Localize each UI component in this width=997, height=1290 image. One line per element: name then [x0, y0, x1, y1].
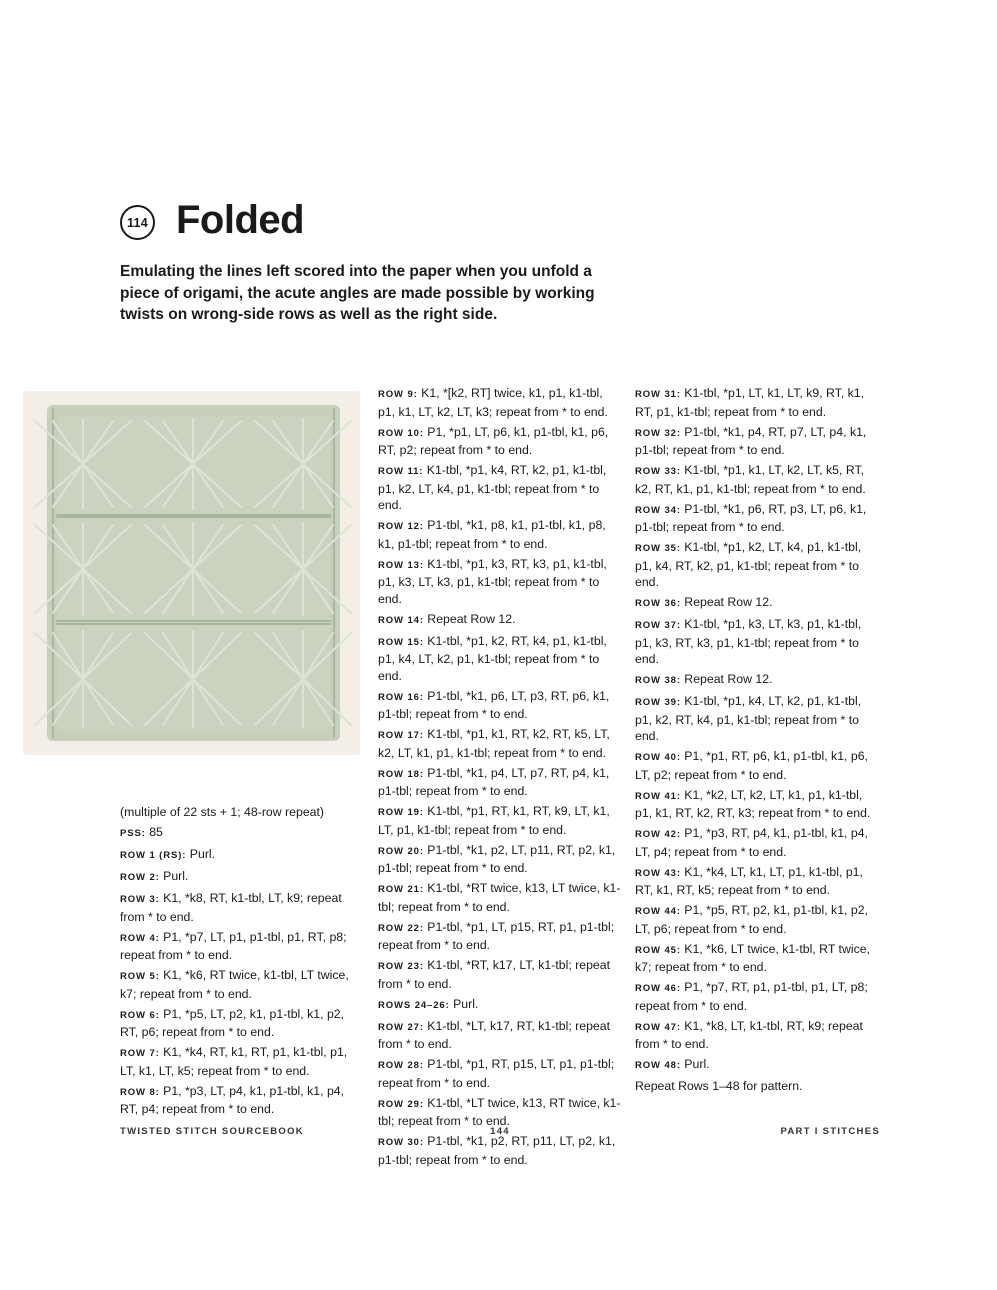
footer-book-title: TWISTED STITCH SOURCEBOOK	[120, 1126, 304, 1137]
row-label: ROW 45:	[635, 944, 681, 956]
row-text: K1-tbl, *p1, k1, RT, k2, RT, k5, LT, k2, LT, k1, p1, k1-tbl; repeat from * to end.	[378, 727, 610, 760]
row-label: ROW 14:	[378, 614, 424, 626]
instruction-row	[635, 864, 880, 899]
instruction-row	[378, 556, 623, 608]
instruction-row	[635, 594, 880, 613]
instruction-row	[635, 671, 880, 690]
row-label: ROW 28:	[378, 1060, 424, 1071]
row-text: K1-tbl, *RT twice, k13, LT twice, k1-tbl; repeat from * to end.	[378, 881, 621, 914]
instructions-column-3	[635, 385, 880, 1098]
row-label: ROW 11:	[378, 466, 424, 477]
row-text: P1, *p3, LT, p4, k1, p1-tbl, k1, p4, RT, p4; repeat from * to end.	[120, 1083, 345, 1116]
instruction-row	[635, 787, 880, 822]
row-label: ROW 36:	[635, 598, 681, 609]
row-text: P1-tbl, *k1, p8, k1, p1-tbl, k1, p8, k1, p1-tbl; repeat from * to end.	[378, 518, 606, 551]
row-label: ROW 9:	[378, 389, 418, 400]
row-text: K1, *k4, LT, k1, LT, p1, k1-tbl, p1, RT, k1, RT, k5; repeat from * to end.	[635, 864, 863, 897]
instruction-row	[378, 688, 623, 723]
page-title: Folded	[176, 198, 305, 242]
instruction-row	[635, 748, 880, 783]
footer-section: PART I STITCHES	[780, 1126, 880, 1137]
footer-page-number: 144	[490, 1126, 510, 1137]
row-label: ROW 35:	[635, 543, 681, 554]
instruction-row	[378, 803, 623, 838]
instruction-row	[120, 868, 360, 887]
instructions-column-1	[120, 804, 360, 1121]
instruction-row	[120, 1044, 360, 1079]
instruction-row	[120, 1083, 360, 1118]
row-label: ROW 13:	[378, 559, 424, 571]
row-label: ROW 22:	[378, 922, 424, 934]
instruction-row	[378, 633, 623, 685]
row-label: ROW 6:	[120, 1009, 160, 1021]
instruction-row	[378, 1018, 623, 1053]
instruction-row	[635, 979, 880, 1014]
row-text: K1-tbl, *p1, k3, RT, k3, p1, k1-tbl, p1, k3, LT, k3, p1, k1-tbl; repeat from * to end.	[378, 556, 607, 606]
instruction-row	[635, 462, 880, 497]
row-text: P1-tbl, *k1, p6, RT, p3, LT, p6, k1, p1-tbl; repeat from * to end.	[635, 501, 867, 534]
instruction-row	[378, 957, 623, 992]
row-text: K1-tbl, *p1, k2, LT, k4, p1, k1-tbl, p1, k4, RT, k2, p1, k1-tbl; repeat from * to end.	[635, 540, 862, 589]
row-text: K1-tbl, *p1, k4, RT, k2, p1, k1-tbl, p1, k2, LT, k4, p1, k1-tbl; repeat from * to end.	[378, 463, 607, 512]
row-text: Repeat Row 12.	[680, 672, 773, 686]
intro-paragraph: Emulating the lines left scored into the paper when you unfold a piece of origami, the acute angles are made possible by working twists on wrong-side rows as well as the right side.	[120, 263, 595, 323]
row-label: ROW 27:	[378, 1021, 424, 1033]
row-text: K1-tbl, *LT, k17, RT, k1-tbl; repeat from * to end.	[378, 1018, 611, 1051]
instruction-row	[635, 385, 880, 420]
instruction-row	[378, 842, 623, 877]
row-text: Purl.	[159, 869, 189, 883]
row-text: K1-tbl, *p1, k3, LT, k3, p1, k1-tbl, p1, k3, RT, k3, p1, k1-tbl; repeat from * to end.	[635, 617, 862, 666]
row-label: ROW 39:	[635, 697, 681, 708]
row-label: ROW 37:	[635, 620, 681, 631]
swatch-photo	[23, 391, 360, 755]
row-text: Purl.	[186, 847, 216, 861]
instruction-row	[120, 890, 360, 925]
row-label: ROW 47:	[635, 1021, 681, 1033]
row-label: ROW 40:	[635, 752, 681, 763]
knitted-swatch-illustration	[23, 391, 360, 755]
row-label: ROW 18:	[378, 768, 424, 780]
row-text: Repeat Row 12.	[423, 611, 516, 626]
row-label: ROW 32:	[635, 427, 681, 439]
instruction-row	[378, 765, 623, 800]
row-text: K1-tbl, *p1, LT, k1, LT, k9, RT, k1, RT, p1, k1-tbl; repeat from * to end.	[635, 386, 865, 419]
instruction-row	[378, 919, 623, 954]
row-label: ROW 20:	[378, 845, 424, 857]
row-text: K1-tbl, *p1, k4, LT, k2, p1, k1-tbl, p1, k2, RT, k4, p1, k1-tbl; repeat from * to end.	[635, 694, 862, 743]
row-text: P1, *p7, LT, p1, p1-tbl, p1, RT, p8; repeat from * to end.	[120, 929, 347, 962]
row-label: PSS:	[120, 828, 146, 839]
instruction-row	[635, 825, 880, 860]
row-label: ROW 44:	[635, 906, 681, 917]
instruction-row	[635, 902, 880, 937]
row-text: K1, *k8, LT, k1-tbl, RT, k9; repeat from * to end.	[635, 1018, 863, 1051]
row-label: ROW 7:	[120, 1048, 160, 1059]
row-label: ROW 23:	[378, 961, 424, 972]
row-label: ROW 31:	[635, 389, 681, 400]
row-label: ROW 41:	[635, 790, 681, 802]
row-label: ROW 1 (RS):	[120, 850, 187, 861]
row-text: K1, *k8, RT, k1-tbl, LT, k9; repeat from * to end.	[120, 891, 342, 924]
row-text: Purl.	[680, 1057, 710, 1071]
row-text: P1, *p7, RT, p1, p1-tbl, p1, LT, p8; repeat from * to end.	[635, 980, 868, 1013]
instruction-row	[378, 424, 623, 459]
instruction-row	[378, 611, 623, 630]
row-text: P1-tbl, *p1, LT, p15, RT, p1, p1-tbl; repeat from * to end.	[378, 919, 615, 952]
row-label: ROW 10:	[378, 427, 424, 439]
instruction-row	[635, 424, 880, 459]
instruction-row	[378, 1133, 623, 1168]
row-label: ROW 42:	[635, 829, 681, 840]
instruction-row	[635, 501, 880, 536]
row-label: ROW 48:	[635, 1060, 681, 1071]
row-label: ROW 2:	[120, 872, 160, 883]
row-text: P1-tbl, *k1, p4, RT, p7, LT, p4, k1, p1-tbl; repeat from * to end.	[635, 424, 867, 457]
row-text: K1, *[k2, RT] twice, k1, p1, k1-tbl, p1, k1, LT, k2, LT, k3; repeat from * to end.	[378, 386, 608, 419]
row-text: Repeat Row 12.	[680, 595, 773, 609]
row-label: ROW 21:	[378, 884, 424, 895]
instruction-row	[635, 1056, 880, 1075]
row-text: Purl.	[449, 996, 479, 1011]
pattern-number-badge	[120, 205, 155, 240]
row-label: ROW 3:	[120, 894, 160, 905]
row-text: P1, *p3, RT, p4, k1, p1-tbl, k1, p4, LT, p4; repeat from * to end.	[635, 826, 868, 859]
row-label: ROW 8:	[120, 1086, 160, 1098]
row-text: P1, *p5, LT, p2, k1, p1-tbl, k1, p2, RT, p6; repeat from * to end.	[120, 1006, 345, 1039]
instruction-row	[378, 1095, 623, 1130]
row-label: ROW 30:	[378, 1137, 424, 1148]
row-text: (multiple of 22 sts + 1; 48-row repeat)	[120, 805, 325, 819]
instruction-row	[120, 804, 360, 821]
instruction-row	[635, 616, 880, 668]
row-text: P1-tbl, *k1, p2, LT, p11, RT, p2, k1, p1-tbl; repeat from * to end.	[378, 842, 616, 875]
instruction-row	[120, 824, 360, 843]
instruction-row	[120, 967, 360, 1002]
row-text: P1-tbl, *k1, p6, LT, p3, RT, p6, k1, p1-tbl; repeat from * to end.	[378, 688, 610, 721]
instruction-row	[635, 1018, 880, 1053]
row-label: ROW 29:	[378, 1098, 424, 1110]
row-text: P1-tbl, *k1, p4, LT, p7, RT, p4, k1, p1-tbl; repeat from * to end.	[378, 765, 610, 798]
row-label: ROW 5:	[120, 971, 160, 982]
row-text: K1, *k4, RT, k1, RT, p1, k1-tbl, p1, LT, k1, LT, k5; repeat from * to end.	[120, 1045, 348, 1078]
row-label: ROWS 24–26:	[378, 999, 450, 1011]
row-label: ROW 15:	[378, 636, 424, 648]
instruction-row	[635, 941, 880, 976]
row-label: ROW 4:	[120, 932, 160, 944]
row-label: ROW 12:	[378, 521, 424, 532]
instruction-row	[120, 929, 360, 964]
instructions-column-2	[378, 385, 623, 1172]
instruction-row	[378, 996, 623, 1015]
instruction-row	[378, 517, 623, 552]
instruction-row	[635, 539, 880, 591]
row-label: ROW 17:	[378, 730, 424, 741]
row-text: P1, *p1, LT, p6, k1, p1-tbl, k1, p6, RT, p2; repeat from * to end.	[378, 424, 609, 457]
row-text: K1, *k2, LT, k2, LT, k1, p1, k1-tbl, p1, k1, RT, k2, RT, k3; repeat from * to end.	[635, 787, 871, 820]
pattern-number: 114	[126, 215, 149, 230]
row-label: ROW 43:	[635, 867, 681, 879]
row-text: P1-tbl, *p1, RT, p15, LT, p1, p1-tbl; repeat from * to end.	[378, 1057, 615, 1090]
row-text: K1, *k6, LT twice, k1-tbl, RT twice, k7; repeat from * to end.	[635, 941, 870, 974]
row-text: K1-tbl, *LT twice, k13, RT twice, k1-tbl; repeat from * to end.	[378, 1095, 621, 1128]
instruction-row	[378, 726, 623, 761]
row-label: ROW 33:	[635, 466, 681, 477]
instruction-row	[378, 385, 623, 420]
row-text: P1-tbl, *k1, p2, RT, p11, LT, p2, k1, p1-tbl; repeat from * to end.	[378, 1134, 616, 1167]
row-text: P1, *p5, RT, p2, k1, p1-tbl, k1, p2, LT, p6; repeat from * to end.	[635, 903, 868, 936]
row-text: K1-tbl, *RT, k17, LT, k1-tbl; repeat from * to end.	[378, 958, 611, 991]
row-text: K1, *k6, RT twice, k1-tbl, LT twice, k7; repeat from * to end.	[120, 968, 349, 1001]
instruction-row	[635, 1078, 880, 1095]
row-label: ROW 38:	[635, 675, 681, 686]
instruction-row	[378, 1056, 623, 1091]
instruction-row	[378, 462, 623, 514]
instruction-row	[120, 846, 360, 865]
row-text: Repeat Rows 1–48 for pattern.	[635, 1079, 803, 1093]
row-text: P1, *p1, RT, p6, k1, p1-tbl, k1, p6, LT, p2; repeat from * to end.	[635, 749, 868, 782]
row-label: ROW 34:	[635, 504, 681, 516]
instruction-row	[120, 1006, 360, 1041]
row-label: ROW 46:	[635, 983, 681, 994]
instruction-row	[635, 693, 880, 745]
row-label: ROW 16:	[378, 691, 424, 703]
row-text: K1-tbl, *p1, k2, RT, k4, p1, k1-tbl, p1, k4, LT, k2, p1, k1-tbl; repeat from * to end.	[378, 633, 607, 683]
row-text: K1-tbl, *p1, k1, LT, k2, LT, k5, RT, k2, RT, k1, p1, k1-tbl; repeat from * to end.	[635, 463, 866, 496]
row-label: ROW 19:	[378, 807, 424, 818]
instruction-row	[378, 880, 623, 915]
row-text: 85	[145, 825, 163, 839]
row-text: K1-tbl, *p1, RT, k1, RT, k9, LT, k1, LT, p1, k1-tbl; repeat from * to end.	[378, 804, 610, 837]
